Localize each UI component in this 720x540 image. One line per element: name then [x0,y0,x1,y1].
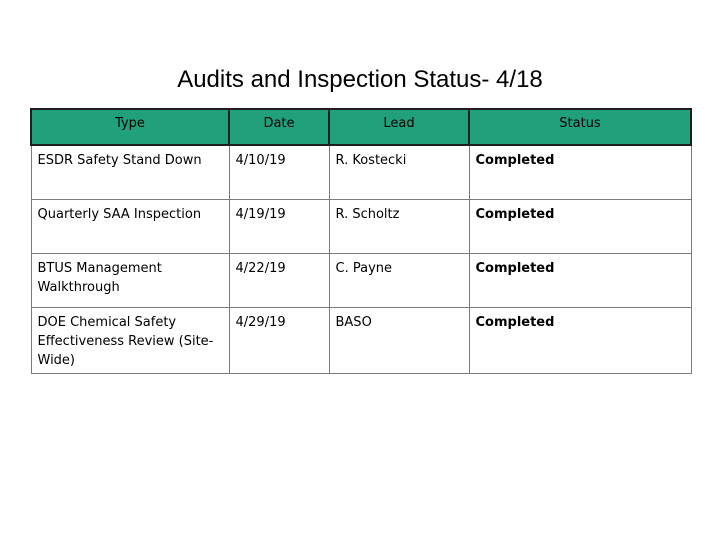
header-lead: Lead [329,109,469,145]
cell-date: 4/29/19 [229,307,329,373]
cell-type: Quarterly SAA Inspection [31,199,229,253]
cell-date: 4/10/19 [229,145,329,199]
cell-type: DOE Chemical Safety Effectiveness Review (Site-Wide) [31,307,229,373]
cell-lead: R. Scholtz [329,199,469,253]
header-date: Date [229,109,329,145]
page-title: Audits and Inspection Status- 4/18 [177,66,543,93]
table-row [31,307,691,373]
cell-type: ESDR Safety Stand Down [31,145,229,199]
cell-lead: C. Payne [329,253,469,307]
header-status: Status [469,109,691,145]
table-row [31,253,691,307]
cell-date: 4/22/19 [229,253,329,307]
cell-status: Completed [469,199,691,253]
cell-type: BTUS Management Walkthrough [31,253,229,307]
table-header-row [31,109,691,145]
cell-status: Completed [469,145,691,199]
cell-lead: R. Kostecki [329,145,469,199]
audits-status-table [30,108,692,374]
table-row [31,145,691,199]
header-type: Type [31,109,229,145]
cell-status: Completed [469,307,691,373]
cell-date: 4/19/19 [229,199,329,253]
cell-status: Completed [469,253,691,307]
table-row [31,199,691,253]
cell-lead: BASO [329,307,469,373]
